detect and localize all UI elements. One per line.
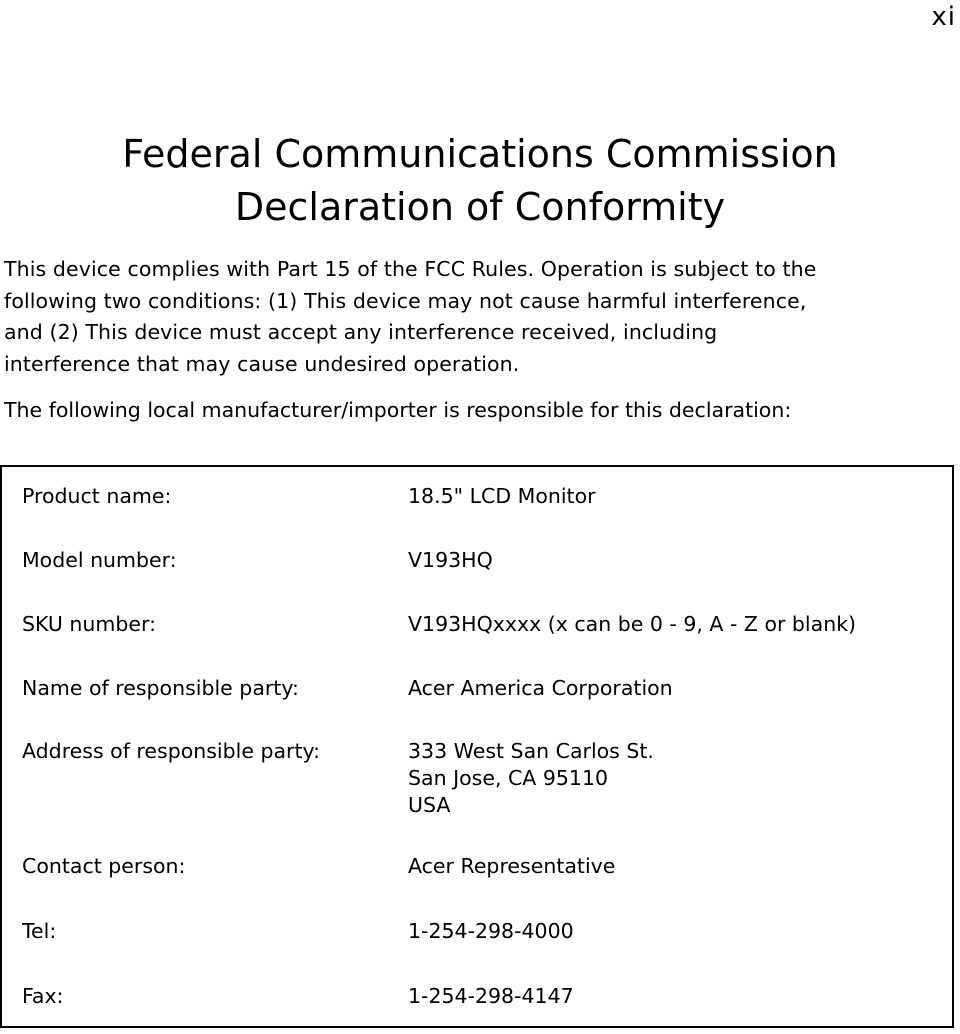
paragraph-line: and (2) This device must accept any interference received, including [4,320,718,344]
address-line-3: USA [408,793,451,817]
address-line-1: 333 West San Carlos St. [408,739,654,763]
address-label: Address of responsible party: [22,739,321,763]
title-line-1: Federal Communications Commission [122,132,838,176]
address-value [408,738,654,819]
model-number-value: V193HQ [408,548,493,572]
sku-number-value: V193HQxxxx (x can be 0 - 9, A - Z or blank) [408,612,857,636]
responsible-party-label: Name of responsible party: [22,676,299,700]
page-number: xi [931,2,956,32]
paragraph-line: This device complies with Part 15 of the FCC Rules. Operation is subject to the [4,257,817,281]
paragraph-line: interference that may cause undesired operation. [4,351,520,376]
sku-number-label: SKU number: [22,612,156,636]
product-name-value: 18.5" LCD Monitor [408,484,596,508]
title-line-2: Declaration of Conformity [234,185,726,229]
model-number-label: Model number: [22,548,177,572]
compliance-paragraph [4,254,954,380]
responsible-party-value: Acer America Corporation [408,676,673,700]
tel-label: Tel: [22,919,57,943]
page-title [0,128,960,234]
address-line-2: San Jose, CA 95110 [408,766,609,790]
contact-person-label: Contact person: [22,854,186,878]
fax-label: Fax: [22,984,64,1008]
tel-value: 1-254-298-4000 [408,919,574,943]
declaration-info-box [0,465,954,1028]
contact-person-value: Acer Representative [408,854,616,878]
product-name-label: Product name: [22,484,172,508]
fax-value: 1-254-298-4147 [408,984,574,1008]
paragraph-line: following two conditions: (1) This device may not cause harmful interference, [4,288,807,313]
responsible-statement: The following local manufacturer/importer is responsible for this declaration: [4,398,792,422]
